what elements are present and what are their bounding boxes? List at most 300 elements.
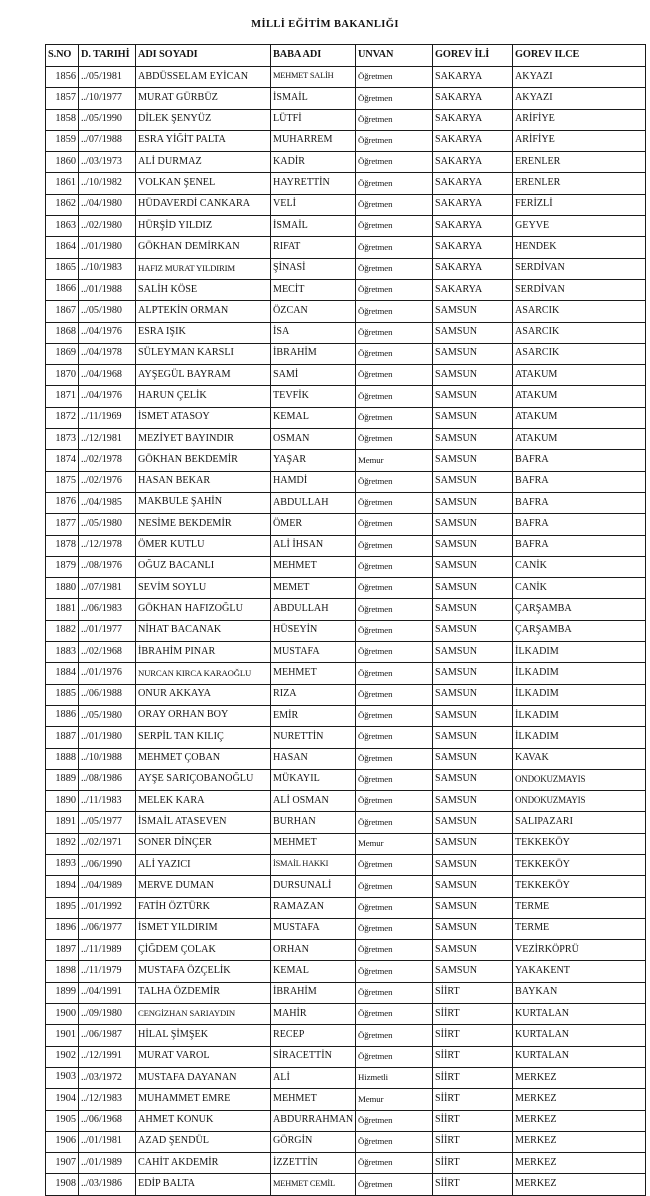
cell-duty-district: ERENLER	[513, 152, 646, 173]
table-row	[46, 663, 646, 684]
cell-duty-district: FERİZLİ	[513, 194, 646, 215]
table-row	[46, 429, 646, 450]
cell-birth-date: ../12/1991	[79, 1046, 136, 1067]
cell-title: Hizmetli	[356, 1067, 433, 1088]
cell-birth-date: ../04/1985	[79, 492, 136, 513]
column-header-duty-district: GOREV ILCE	[513, 45, 646, 67]
cell-duty-district: ARİFİYE	[513, 130, 646, 151]
cell-title: Öğretmen	[356, 1131, 433, 1152]
cell-duty-province: SAMSUN	[433, 705, 513, 726]
cell-title: Öğretmen	[356, 1174, 433, 1195]
cell-full-name: İSMET YILDIRIM	[136, 918, 271, 939]
cell-title: Öğretmen	[356, 429, 433, 450]
cell-birth-date: ../06/1983	[79, 599, 136, 620]
cell-duty-province: SAMSUN	[433, 727, 513, 748]
cell-duty-province: SAMSUN	[433, 492, 513, 513]
cell-father-name: ALİ	[271, 1067, 356, 1088]
cell-duty-province: SAKARYA	[433, 279, 513, 300]
cell-title: Öğretmen	[356, 982, 433, 1003]
cell-title: Öğretmen	[356, 578, 433, 599]
cell-duty-province: SAMSUN	[433, 514, 513, 535]
cell-duty-province: SAMSUN	[433, 876, 513, 897]
cell-duty-district: ATAKUM	[513, 386, 646, 407]
cell-duty-district: MERKEZ	[513, 1174, 646, 1195]
cell-birth-date: ../06/1987	[79, 1025, 136, 1046]
cell-full-name: ÖMER KUTLU	[136, 535, 271, 556]
cell-duty-province: SAMSUN	[433, 535, 513, 556]
cell-full-name: İSMAİL ATASEVEN	[136, 812, 271, 833]
cell-sno: 1866	[46, 279, 79, 300]
cell-birth-date: ../03/1973	[79, 152, 136, 173]
cell-father-name: KEMAL	[271, 961, 356, 982]
cell-duty-province: SAMSUN	[433, 556, 513, 577]
cell-title: Öğretmen	[356, 1046, 433, 1067]
cell-duty-province: SAMSUN	[433, 833, 513, 854]
cell-father-name: ALİ İHSAN	[271, 535, 356, 556]
cell-duty-district: SALIPAZARI	[513, 812, 646, 833]
cell-duty-province: SİİRT	[433, 982, 513, 1003]
cell-birth-date: ../03/1986	[79, 1174, 136, 1195]
cell-title: Öğretmen	[356, 897, 433, 918]
cell-father-name: MAHİR	[271, 1004, 356, 1025]
cell-birth-date: ../12/1981	[79, 429, 136, 450]
cell-father-name: MEHMET	[271, 833, 356, 854]
cell-duty-district: MERKEZ	[513, 1131, 646, 1152]
cell-birth-date: ../01/1980	[79, 237, 136, 258]
table-row	[46, 1067, 646, 1088]
cell-father-name: ABDULLAH	[271, 599, 356, 620]
cell-duty-district: AKYAZI	[513, 88, 646, 109]
cell-birth-date: ../05/1981	[79, 67, 136, 88]
cell-full-name: SALİH KÖSE	[136, 279, 271, 300]
table-row	[46, 1153, 646, 1174]
cell-duty-province: SAKARYA	[433, 152, 513, 173]
cell-birth-date: ../11/1983	[79, 791, 136, 812]
cell-sno: 1907	[46, 1153, 79, 1174]
cell-duty-district: ARİFİYE	[513, 109, 646, 130]
cell-birth-date: ../01/1980	[79, 727, 136, 748]
cell-sno: 1905	[46, 1110, 79, 1131]
column-header-sno: S.NO	[46, 45, 79, 67]
cell-full-name: ALİ YAZICI	[136, 854, 271, 875]
cell-full-name: ALPTEKİN ORMAN	[136, 301, 271, 322]
cell-title: Öğretmen	[356, 365, 433, 386]
cell-sno: 1899	[46, 982, 79, 1003]
cell-sno: 1861	[46, 173, 79, 194]
table-row	[46, 812, 646, 833]
cell-sno: 1890	[46, 791, 79, 812]
page-title: MİLLİ EĞİTİM BAKANLIĞI	[251, 19, 399, 30]
cell-father-name: ABDURRAHMAN	[271, 1110, 356, 1131]
cell-father-name: ABDULLAH	[271, 492, 356, 513]
cell-birth-date: ../11/1989	[79, 940, 136, 961]
cell-father-name: MEHMET SALİH	[271, 67, 356, 88]
table-row	[46, 982, 646, 1003]
cell-sno: 1891	[46, 812, 79, 833]
cell-full-name: ALİ DURMAZ	[136, 152, 271, 173]
cell-sno: 1880	[46, 578, 79, 599]
cell-sno: 1897	[46, 940, 79, 961]
cell-duty-district: ATAKUM	[513, 429, 646, 450]
cell-full-name: HAFIZ MURAT YILDIRIM	[136, 258, 271, 279]
cell-father-name: MECİT	[271, 279, 356, 300]
cell-father-name: İSMAİL	[271, 88, 356, 109]
cell-title: Öğretmen	[356, 556, 433, 577]
table-row	[46, 897, 646, 918]
cell-duty-district: ASARCIK	[513, 343, 646, 364]
cell-sno: 1858	[46, 109, 79, 130]
cell-duty-district: İLKADIM	[513, 663, 646, 684]
cell-sno: 1889	[46, 769, 79, 790]
cell-title: Öğretmen	[356, 791, 433, 812]
cell-full-name: İBRAHİM PINAR	[136, 642, 271, 663]
personnel-table	[45, 44, 646, 1196]
cell-father-name: SİRACETTİN	[271, 1046, 356, 1067]
cell-duty-province: SİİRT	[433, 1131, 513, 1152]
cell-duty-province: SİİRT	[433, 1110, 513, 1131]
cell-duty-district: TERME	[513, 897, 646, 918]
cell-sno: 1873	[46, 429, 79, 450]
cell-duty-province: SAMSUN	[433, 365, 513, 386]
cell-sno: 1857	[46, 88, 79, 109]
cell-full-name: TALHA ÖZDEMİR	[136, 982, 271, 1003]
table-row	[46, 1174, 646, 1195]
cell-title: Öğretmen	[356, 1153, 433, 1174]
cell-full-name: SEVİM SOYLU	[136, 578, 271, 599]
table-row	[46, 833, 646, 854]
cell-duty-district: TEKKEKÖY	[513, 854, 646, 875]
cell-sno: 1893	[46, 854, 79, 875]
table-row	[46, 1004, 646, 1025]
cell-title: Öğretmen	[356, 642, 433, 663]
cell-title: Öğretmen	[356, 88, 433, 109]
cell-full-name: İSMET ATASOY	[136, 407, 271, 428]
cell-full-name: ÇİĞDEM ÇOLAK	[136, 940, 271, 961]
cell-full-name: AHMET KONUK	[136, 1110, 271, 1131]
cell-duty-province: SAKARYA	[433, 258, 513, 279]
table-row	[46, 471, 646, 492]
cell-title: Öğretmen	[356, 343, 433, 364]
cell-sno: 1885	[46, 684, 79, 705]
cell-duty-district: ASARCIK	[513, 322, 646, 343]
column-header-father-name: BABA ADI	[271, 45, 356, 67]
cell-sno: 1874	[46, 450, 79, 471]
cell-father-name: MUSTAFA	[271, 918, 356, 939]
cell-father-name: RIFAT	[271, 237, 356, 258]
cell-father-name: ORHAN	[271, 940, 356, 961]
cell-birth-date: ../08/1986	[79, 769, 136, 790]
cell-title: Öğretmen	[356, 194, 433, 215]
cell-full-name: ESRA IŞIK	[136, 322, 271, 343]
cell-title: Öğretmen	[356, 620, 433, 641]
cell-sno: 1895	[46, 897, 79, 918]
cell-duty-district: ÇARŞAMBA	[513, 620, 646, 641]
cell-father-name: İZZETTİN	[271, 1153, 356, 1174]
cell-title: Öğretmen	[356, 407, 433, 428]
cell-birth-date: ../10/1983	[79, 258, 136, 279]
cell-duty-province: SAMSUN	[433, 429, 513, 450]
cell-sno: 1906	[46, 1131, 79, 1152]
cell-duty-province: SİİRT	[433, 1004, 513, 1025]
column-header-duty-province: GOREV İLİ	[433, 45, 513, 67]
cell-birth-date: ../07/1981	[79, 578, 136, 599]
cell-title: Öğretmen	[356, 812, 433, 833]
cell-father-name: LÜTFİ	[271, 109, 356, 130]
cell-full-name: MERVE DUMAN	[136, 876, 271, 897]
table-row	[46, 492, 646, 513]
cell-duty-province: SAMSUN	[433, 386, 513, 407]
cell-birth-date: ../09/1980	[79, 1004, 136, 1025]
table-row	[46, 769, 646, 790]
cell-title: Öğretmen	[356, 1110, 433, 1131]
cell-duty-province: SAMSUN	[433, 642, 513, 663]
cell-father-name: İSA	[271, 322, 356, 343]
table-row	[46, 514, 646, 535]
cell-birth-date: ../04/1989	[79, 876, 136, 897]
cell-title: Öğretmen	[356, 492, 433, 513]
cell-father-name: MEMET	[271, 578, 356, 599]
cell-title: Öğretmen	[356, 109, 433, 130]
table-row	[46, 940, 646, 961]
table-row	[46, 109, 646, 130]
cell-birth-date: ../02/1978	[79, 450, 136, 471]
cell-father-name: VELİ	[271, 194, 356, 215]
cell-birth-date: ../05/1977	[79, 812, 136, 833]
cell-father-name: HÜSEYİN	[271, 620, 356, 641]
cell-title: Öğretmen	[356, 67, 433, 88]
cell-duty-district: ONDOKUZMAYIS	[513, 791, 646, 812]
cell-duty-district: BAFRA	[513, 514, 646, 535]
cell-duty-province: SAMSUN	[433, 940, 513, 961]
cell-title: Öğretmen	[356, 705, 433, 726]
table-row	[46, 705, 646, 726]
cell-sno: 1881	[46, 599, 79, 620]
table-row	[46, 727, 646, 748]
cell-father-name: İSMAİL HAKKI	[271, 854, 356, 875]
cell-title: Öğretmen	[356, 279, 433, 300]
cell-birth-date: ../11/1969	[79, 407, 136, 428]
cell-father-name: MEHMET	[271, 556, 356, 577]
cell-duty-province: SAMSUN	[433, 769, 513, 790]
cell-duty-province: SİİRT	[433, 1153, 513, 1174]
cell-father-name: ÖZCAN	[271, 301, 356, 322]
cell-duty-district: İLKADIM	[513, 642, 646, 663]
cell-father-name: KADİR	[271, 152, 356, 173]
cell-sno: 1884	[46, 663, 79, 684]
cell-father-name: SAMİ	[271, 365, 356, 386]
cell-full-name: SERPİL TAN KILIÇ	[136, 727, 271, 748]
cell-duty-province: SAKARYA	[433, 173, 513, 194]
cell-sno: 1903	[46, 1067, 79, 1088]
cell-birth-date: ../05/1980	[79, 301, 136, 322]
cell-duty-province: SAKARYA	[433, 88, 513, 109]
table-row	[46, 1131, 646, 1152]
cell-sno: 1870	[46, 365, 79, 386]
cell-duty-province: SAKARYA	[433, 130, 513, 151]
cell-title: Öğretmen	[356, 301, 433, 322]
table-row	[46, 748, 646, 769]
cell-title: Öğretmen	[356, 386, 433, 407]
cell-duty-district: MERKEZ	[513, 1067, 646, 1088]
cell-duty-province: SAMSUN	[433, 961, 513, 982]
table-row	[46, 237, 646, 258]
cell-full-name: MAKBULE ŞAHİN	[136, 492, 271, 513]
cell-father-name: İBRAHİM	[271, 982, 356, 1003]
table-row	[46, 1046, 646, 1067]
cell-title: Öğretmen	[356, 173, 433, 194]
table-row	[46, 450, 646, 471]
cell-birth-date: ../05/1980	[79, 514, 136, 535]
cell-sno: 1892	[46, 833, 79, 854]
cell-full-name: ONUR AKKAYA	[136, 684, 271, 705]
cell-father-name: İSMAİL	[271, 216, 356, 237]
cell-sno: 1900	[46, 1004, 79, 1025]
cell-sno: 1883	[46, 642, 79, 663]
cell-sno: 1887	[46, 727, 79, 748]
cell-duty-province: SAKARYA	[433, 194, 513, 215]
cell-duty-province: SAKARYA	[433, 216, 513, 237]
cell-title: Öğretmen	[356, 876, 433, 897]
cell-duty-district: KAVAK	[513, 748, 646, 769]
cell-full-name: MEZİYET BAYINDIR	[136, 429, 271, 450]
cell-duty-province: SİİRT	[433, 1025, 513, 1046]
cell-full-name: MURAT VAROL	[136, 1046, 271, 1067]
cell-sno: 1894	[46, 876, 79, 897]
table-row	[46, 1025, 646, 1046]
cell-title: Öğretmen	[356, 130, 433, 151]
cell-duty-province: SAMSUN	[433, 748, 513, 769]
cell-birth-date: ../01/1992	[79, 897, 136, 918]
column-header-birth-date: D. TARIHİ	[79, 45, 136, 67]
cell-duty-district: BAFRA	[513, 492, 646, 513]
cell-duty-province: SAKARYA	[433, 67, 513, 88]
cell-full-name: GÖKHAN DEMİRKAN	[136, 237, 271, 258]
cell-full-name: HÜRŞİD YILDIZ	[136, 216, 271, 237]
cell-father-name: OSMAN	[271, 429, 356, 450]
cell-full-name: AYŞE SARIÇOBANOĞLU	[136, 769, 271, 790]
cell-duty-district: AKYAZI	[513, 67, 646, 88]
cell-title: Öğretmen	[356, 152, 433, 173]
cell-birth-date: ../03/1972	[79, 1067, 136, 1088]
cell-birth-date: ../04/1968	[79, 365, 136, 386]
cell-sno: 1875	[46, 471, 79, 492]
cell-full-name: CAHİT AKDEMİR	[136, 1153, 271, 1174]
cell-sno: 1869	[46, 343, 79, 364]
cell-duty-district: ERENLER	[513, 173, 646, 194]
column-header-full-name: ADI SOYADI	[136, 45, 271, 67]
cell-birth-date: ../05/1990	[79, 109, 136, 130]
table-row	[46, 876, 646, 897]
cell-birth-date: ../01/1988	[79, 279, 136, 300]
cell-birth-date: ../05/1980	[79, 705, 136, 726]
cell-duty-district: BAFRA	[513, 450, 646, 471]
cell-duty-district: YAKAKENT	[513, 961, 646, 982]
cell-duty-district: CANİK	[513, 556, 646, 577]
cell-full-name: HARUN ÇELİK	[136, 386, 271, 407]
cell-full-name: SONER DİNÇER	[136, 833, 271, 854]
cell-duty-district: HENDEK	[513, 237, 646, 258]
cell-sno: 1888	[46, 748, 79, 769]
cell-sno: 1902	[46, 1046, 79, 1067]
table-row	[46, 343, 646, 364]
cell-title: Öğretmen	[356, 599, 433, 620]
cell-title: Öğretmen	[356, 322, 433, 343]
table-row	[46, 322, 646, 343]
cell-sno: 1856	[46, 67, 79, 88]
cell-duty-district: İLKADIM	[513, 684, 646, 705]
cell-title: Öğretmen	[356, 684, 433, 705]
table-row	[46, 67, 646, 88]
cell-duty-district: ASARCIK	[513, 301, 646, 322]
cell-duty-province: SAMSUN	[433, 812, 513, 833]
table-header	[46, 45, 646, 67]
cell-duty-province: SİİRT	[433, 1174, 513, 1195]
cell-duty-district: TERME	[513, 918, 646, 939]
cell-duty-district: TEKKEKÖY	[513, 833, 646, 854]
cell-father-name: ALİ OSMAN	[271, 791, 356, 812]
table-row	[46, 216, 646, 237]
cell-duty-district: VEZİRKÖPRÜ	[513, 940, 646, 961]
cell-father-name: YAŞAR	[271, 450, 356, 471]
cell-duty-district: ATAKUM	[513, 407, 646, 428]
table-row	[46, 130, 646, 151]
cell-full-name: MELEK KARA	[136, 791, 271, 812]
cell-sno: 1864	[46, 237, 79, 258]
cell-title: Öğretmen	[356, 663, 433, 684]
cell-father-name: MUHARREM	[271, 130, 356, 151]
table-row	[46, 1089, 646, 1110]
cell-full-name: ESRA YİĞİT PALTA	[136, 130, 271, 151]
cell-title: Öğretmen	[356, 727, 433, 748]
table-row	[46, 642, 646, 663]
table-row	[46, 279, 646, 300]
cell-sno: 1859	[46, 130, 79, 151]
cell-duty-district: İLKADIM	[513, 727, 646, 748]
cell-duty-province: SAMSUN	[433, 407, 513, 428]
cell-birth-date: ../11/1979	[79, 961, 136, 982]
table-row	[46, 556, 646, 577]
cell-birth-date: ../06/1977	[79, 918, 136, 939]
cell-duty-district: BAFRA	[513, 471, 646, 492]
cell-title: Öğretmen	[356, 1004, 433, 1025]
cell-full-name: FATİH ÖZTÜRK	[136, 897, 271, 918]
cell-duty-province: SAMSUN	[433, 854, 513, 875]
cell-sno: 1878	[46, 535, 79, 556]
cell-father-name: NURETTİN	[271, 727, 356, 748]
cell-duty-province: SİİRT	[433, 1067, 513, 1088]
cell-sno: 1863	[46, 216, 79, 237]
cell-sno: 1865	[46, 258, 79, 279]
cell-sno: 1904	[46, 1089, 79, 1110]
cell-full-name: VOLKAN ŞENEL	[136, 173, 271, 194]
cell-sno: 1860	[46, 152, 79, 173]
cell-full-name: SÜLEYMAN KARSLI	[136, 343, 271, 364]
cell-father-name: İBRAHİM	[271, 343, 356, 364]
cell-father-name: DURSUNALİ	[271, 876, 356, 897]
cell-sno: 1872	[46, 407, 79, 428]
table-row	[46, 194, 646, 215]
cell-birth-date: ../08/1976	[79, 556, 136, 577]
cell-title: Memur	[356, 1089, 433, 1110]
cell-sno: 1862	[46, 194, 79, 215]
cell-duty-province: SAMSUN	[433, 343, 513, 364]
cell-duty-district: ONDOKUZMAYIS	[513, 769, 646, 790]
cell-title: Öğretmen	[356, 940, 433, 961]
table-header-row	[46, 45, 646, 67]
cell-duty-district: MERKEZ	[513, 1089, 646, 1110]
table-row	[46, 173, 646, 194]
cell-full-name: GÖKHAN HAFIZOĞLU	[136, 599, 271, 620]
